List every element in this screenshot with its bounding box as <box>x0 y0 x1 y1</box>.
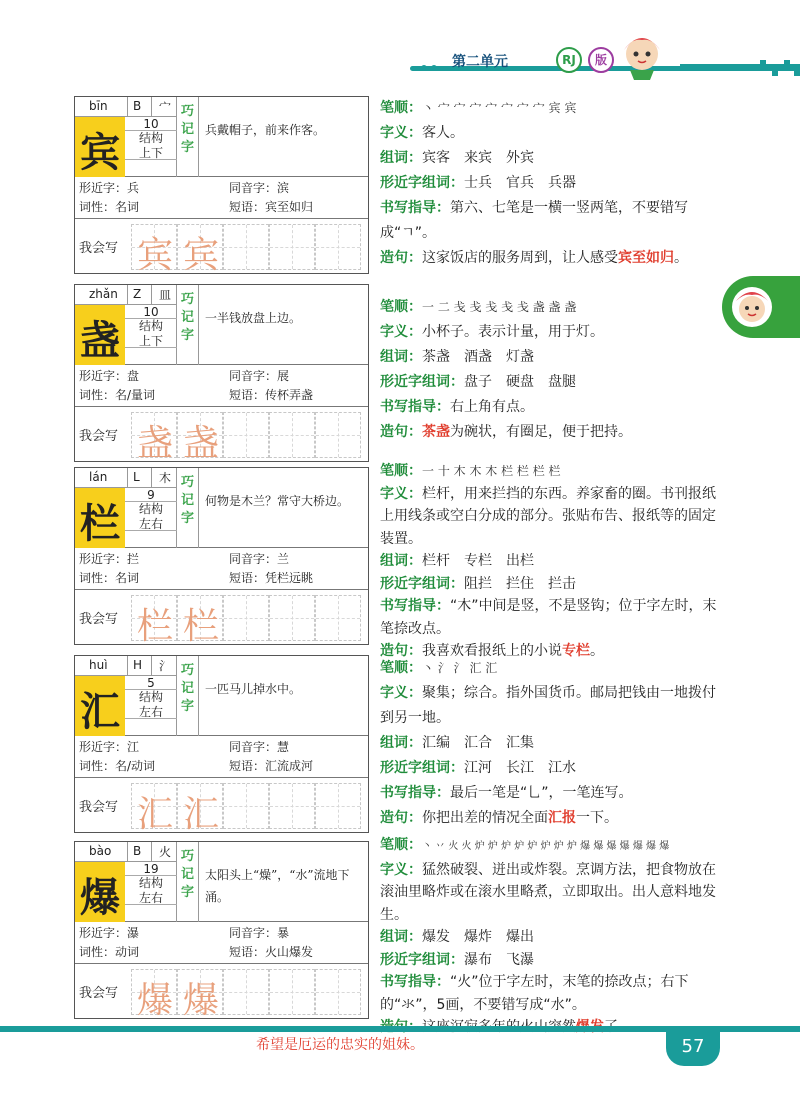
stroke-order: 丶 氵 氵 汇 汇 <box>422 661 498 675</box>
char-card-bao <box>74 841 369 1019</box>
practice-cell[interactable] <box>315 783 361 829</box>
phrase: 短语：凭栏远眺 <box>229 571 314 585</box>
stroke-order-label: 笔顺： <box>380 100 422 116</box>
practice-cell[interactable] <box>223 783 269 829</box>
unit-title: 第二单元 <box>452 54 508 70</box>
character: 宾 <box>80 129 120 176</box>
writing-practice <box>75 592 368 647</box>
stroke-order-label: 笔顺： <box>380 837 422 853</box>
similar-words-label: 形近字组词： <box>380 374 464 390</box>
stroke-order-label: 笔顺： <box>380 299 422 315</box>
meaning-label: 字义： <box>380 125 422 141</box>
writing-practice <box>75 221 368 276</box>
practice-cell[interactable]: 汇 <box>177 783 223 829</box>
similar-char: 形近字：江 <box>79 740 140 754</box>
similar-words: 江河 长江 江水 <box>464 760 576 776</box>
character: 栏 <box>80 500 120 547</box>
writing-practice <box>75 780 368 835</box>
pinyin: bào <box>89 844 112 858</box>
guide-label: 书写指导： <box>380 598 450 614</box>
guide-label: 书写指导： <box>380 200 450 216</box>
part-of-speech: 词性：动词 <box>79 945 140 959</box>
meaning: 栏杆，用来拦挡的东西。养家畜的圈。书刊报纸上用线条或空白分成的部分。张贴布告、报纸等的固定装置。 <box>380 485 716 547</box>
similar-words-label: 形近字组词： <box>380 760 464 776</box>
homophone: 同音字：展 <box>229 369 290 383</box>
sentence-label: 造句： <box>380 424 422 440</box>
char-card-lan <box>74 467 369 645</box>
pinyin: lán <box>89 470 108 484</box>
practice-cell[interactable] <box>223 595 269 641</box>
sentence-highlight: 汇报 <box>548 810 576 826</box>
phrase: 短语：汇流成河 <box>229 759 314 773</box>
mnemonic-text: 何物是木兰？常守大桥边。 <box>205 494 350 508</box>
meaning: 客人。 <box>422 125 464 141</box>
practice-cell[interactable] <box>269 224 315 270</box>
homophone: 同音字：暴 <box>229 926 290 940</box>
similar-char: 形近字：拦 <box>79 552 140 566</box>
structure: 左右 <box>125 517 177 531</box>
words: 栏杆 专栏 出栏 <box>422 553 534 569</box>
guide-label: 书写指导： <box>380 399 450 415</box>
mnemonic-tag: 巧 记 字 <box>177 285 199 365</box>
writing-guide: 最后一笔是“乚”，一笔连写。 <box>450 785 633 801</box>
practice-cell[interactable]: 宾 <box>131 224 177 270</box>
practice-cell[interactable] <box>269 969 315 1015</box>
similar-words: 士兵 官兵 兵器 <box>464 175 576 191</box>
homophone: 同音字：慧 <box>229 740 290 754</box>
write-label: 我会写 <box>79 612 119 627</box>
mnemonic-tag: 巧 记 字 <box>177 842 199 922</box>
version-badge: 版 <box>588 47 614 73</box>
part-of-speech: 词性：名/动词 <box>79 759 156 773</box>
practice-cell[interactable]: 栏 <box>131 595 177 641</box>
practice-cell[interactable]: 盏 <box>131 412 177 458</box>
phrase: 短语：宾至如归 <box>229 200 314 214</box>
sentence-highlight: 宾至如归 <box>618 250 674 266</box>
practice-cell[interactable] <box>315 224 361 270</box>
similar-words-label: 形近字组词： <box>380 175 464 191</box>
character: 爆 <box>80 874 120 921</box>
sentence-label: 造句： <box>380 250 422 266</box>
words: 茶盏 酒盏 灯盏 <box>422 349 534 365</box>
writing-guide: “火”位于字左时，末笔的捺改点；右下的“氺”，5画，不要错写成“水”。 <box>380 974 689 1013</box>
phrase: 短语：火山爆发 <box>229 945 314 959</box>
structure-label: 结构 <box>138 131 163 145</box>
meaning: 猛然破裂、迸出或炸裂。烹调方法，把食物放在滚油里略炸或在滚水里略煮，立即取出。出人意料地发生。 <box>380 861 716 923</box>
stroke-count: 10 <box>125 117 177 131</box>
writing-guide: 右上角有点。 <box>450 399 534 415</box>
practice-cell[interactable]: 栏 <box>177 595 223 641</box>
structure: 左右 <box>125 705 177 719</box>
structure: 上下 <box>125 146 177 160</box>
practice-cell[interactable]: 盏 <box>177 412 223 458</box>
mnemonic-text: 太阳头上“燥”，“水”流地下涌。 <box>205 868 350 904</box>
similar-words-label: 形近字组词： <box>380 575 464 592</box>
structure-label: 结构 <box>138 876 163 890</box>
character-box <box>75 862 125 922</box>
checker-pattern-icon <box>680 60 800 76</box>
radical: 火 <box>159 845 172 859</box>
write-label: 我会写 <box>79 800 119 815</box>
part-of-speech: 词性：名/量词 <box>79 388 156 402</box>
sentence-highlight: 专栏 <box>562 643 590 659</box>
stroke-order: 丶 丷 火 火 炉 炉 炉 炉 炉 炉 炉 炉 爆 爆 爆 爆 爆 爆 爆 <box>422 841 670 852</box>
practice-cell[interactable]: 宾 <box>177 224 223 270</box>
mnemonic-text: 兵戴帽子，前来作客。 <box>205 123 326 137</box>
stroke-count: 9 <box>125 488 177 502</box>
meaning-label: 字义： <box>380 861 422 878</box>
page-number: 57 <box>666 1032 720 1066</box>
entry-zhan: 笔顺：一 二 戋 戋 戋 戋 戋 盏 盏 盏 字义：小杯子。表示计量，用于灯。 组词：茶盏 酒盏 灯盏 形近字组词：盘子 硬盘 盘腿 书写指导：右上角有点。 造句：茶盏为碗状，有圈足，便于把持。 <box>380 299 632 440</box>
meaning-label: 字义： <box>380 485 422 502</box>
words-label: 组词： <box>380 735 422 751</box>
part-of-speech: 词性：名词 <box>79 571 140 585</box>
mascot-face-icon <box>730 285 774 329</box>
words: 宾客 来宾 外宾 <box>422 150 534 166</box>
entry-bin: 笔顺：丶 宀 宀 宀 宀 宀 宀 宀 宾 宾 字义：客人。 组词：宾客 来宾 外宾 形近字组词：士兵 官兵 兵器 书写指导：第六、七笔是一横一竖两笔，不要错写成“ㄱ”。 造句：这家饭店的服务周到，让人感受宾至如归。 <box>380 100 688 266</box>
radical: 皿 <box>159 288 172 302</box>
similar-char: 形近字：瀑 <box>79 926 140 940</box>
writing-guide: “木”中间是竖，不是竖钩；位于字左时，末笔捺改点。 <box>380 598 717 637</box>
sentence-highlight: 茶盏 <box>422 424 450 440</box>
practice-cell[interactable] <box>315 412 361 458</box>
practice-cell[interactable] <box>223 412 269 458</box>
mnemonic-tag: 巧 记 字 <box>177 468 199 548</box>
writing-practice <box>75 409 368 464</box>
radical: 宀 <box>159 100 172 114</box>
practice-cell[interactable]: 爆 <box>131 969 177 1015</box>
stroke-order: 一 十 木 木 木 栏 栏 栏 栏 <box>422 464 561 478</box>
edition-badge: RJ <box>556 47 582 73</box>
page-header <box>0 0 800 90</box>
words-label: 组词： <box>380 553 422 569</box>
character-box <box>75 305 125 365</box>
character: 盏 <box>80 317 120 364</box>
pinyin: zhǎn <box>89 287 118 301</box>
stroke-order: 丶 宀 宀 宀 宀 宀 宀 宀 宾 宾 <box>422 101 577 115</box>
mascot-icon <box>612 30 672 80</box>
homophone: 同音字：兰 <box>229 552 290 566</box>
practice-cell[interactable] <box>269 783 315 829</box>
homophone: 同音字：滨 <box>229 181 290 195</box>
part-of-speech: 词性：名词 <box>79 200 140 214</box>
words-label: 组词： <box>380 349 422 365</box>
guide-label: 书写指导： <box>380 974 450 990</box>
practice-cell[interactable] <box>315 969 361 1015</box>
similar-words-label: 形近字组词： <box>380 951 464 968</box>
structure: 上下 <box>125 334 177 348</box>
practice-cell[interactable]: 爆 <box>177 969 223 1015</box>
sentence-label: 造句： <box>380 643 422 659</box>
similar-char: 形近字：兵 <box>79 181 140 195</box>
write-label: 我会写 <box>79 429 119 444</box>
char-card-zhan <box>74 284 369 462</box>
pinyin: bīn <box>89 99 108 113</box>
character-box <box>75 676 125 736</box>
index-letter: Z <box>133 287 142 301</box>
mnemonic-text: 一匹马儿掉水中。 <box>205 682 302 696</box>
words-label: 组词： <box>380 150 422 166</box>
index-letter: L <box>133 470 140 484</box>
char-card-hui <box>74 655 369 833</box>
meaning-label: 字义： <box>380 324 422 340</box>
footer-motto: 希望是厄运的忠实的姐妹。 <box>256 1037 424 1053</box>
sentence-label: 造句： <box>380 810 422 826</box>
practice-cell[interactable] <box>269 595 315 641</box>
mnemonic-tag: 巧 记 字 <box>177 656 199 736</box>
practice-cell[interactable] <box>223 969 269 1015</box>
structure: 左右 <box>125 891 177 905</box>
similar-words: 盘子 硬盘 盘腿 <box>464 374 576 390</box>
practice-cell[interactable] <box>223 224 269 270</box>
guide-label: 书写指导： <box>380 785 450 801</box>
radical: 木 <box>159 471 172 485</box>
index-letter: B <box>133 844 142 858</box>
words: 爆发 爆炸 爆出 <box>422 929 534 945</box>
entry-bao <box>380 834 720 1039</box>
structure-label: 结构 <box>138 502 163 516</box>
structure-label: 结构 <box>138 690 163 704</box>
write-label: 我会写 <box>79 986 119 1001</box>
stroke-count: 5 <box>125 676 177 690</box>
meaning: 聚集；综合。指外国货币。邮局把钱由一地拨付到另一地。 <box>380 685 716 726</box>
words: 汇编 汇合 汇集 <box>422 735 534 751</box>
index-letter: B <box>133 99 142 113</box>
mnemonic-text: 一半钱放盘上边。 <box>205 311 302 325</box>
words-label: 组词： <box>380 929 422 945</box>
stroke-order-label: 笔顺： <box>380 660 422 676</box>
stroke-count: 10 <box>125 305 177 319</box>
side-tab <box>722 276 800 338</box>
practice-cell[interactable]: 汇 <box>131 783 177 829</box>
entry-lan: 笔顺：一 十 木 木 木 栏 栏 栏 栏 字义：栏杆，用来拦挡的东西。养家畜的圈。书刊报纸上用线条或空白分成的部分。张贴布告、报纸等的固定装置。 组词：栏杆 专栏 出栏 形近字组词：阻拦 拦住 拦击 书写指导：“木”中间是竖，不是竖钩；位于字左时，末笔捺改点。 造句：我喜欢看报纸上的小说专栏。 <box>380 463 717 659</box>
meaning-label: 字义： <box>380 685 422 701</box>
similar-char: 形近字：盘 <box>79 369 140 383</box>
character-box <box>75 488 125 548</box>
similar-words: 阻拦 拦住 拦击 <box>464 575 576 592</box>
char-card-bin <box>74 96 369 274</box>
stroke-count: 19 <box>125 862 177 876</box>
pinyin: huì <box>89 658 108 672</box>
meaning: 小杯子。表示计量，用于灯。 <box>422 324 604 340</box>
writing-practice <box>75 966 368 1021</box>
structure-label: 结构 <box>138 319 163 333</box>
practice-cell[interactable] <box>315 595 361 641</box>
similar-words: 瀑布 飞瀑 <box>464 951 534 968</box>
index-letter: H <box>133 658 143 672</box>
entry-hui: 笔顺：丶 氵 氵 汇 汇 字义：聚集；综合。指外国货币。邮局把钱由一地拨付到另一地。 组词：汇编 汇合 汇集 形近字组词：江河 长江 江水 书写指导：最后一笔是“乚”，一笔连写。 造句：你把出差的情况全面汇报一下。 <box>380 660 716 826</box>
stroke-order-label: 笔顺： <box>380 463 422 479</box>
character: 汇 <box>80 688 120 735</box>
character-box <box>75 117 125 177</box>
writing-guide: 第六、七笔是一横一竖两笔，不要错写成“ㄱ”。 <box>380 200 688 241</box>
mnemonic-tag: 巧 记 字 <box>177 97 199 177</box>
radical: 氵 <box>159 659 172 673</box>
stroke-order: 一 二 戋 戋 戋 戋 戋 盏 盏 盏 <box>422 300 577 314</box>
phrase: 短语：传杯弄盏 <box>229 388 314 402</box>
write-label: 我会写 <box>79 241 119 256</box>
practice-cell[interactable] <box>269 412 315 458</box>
